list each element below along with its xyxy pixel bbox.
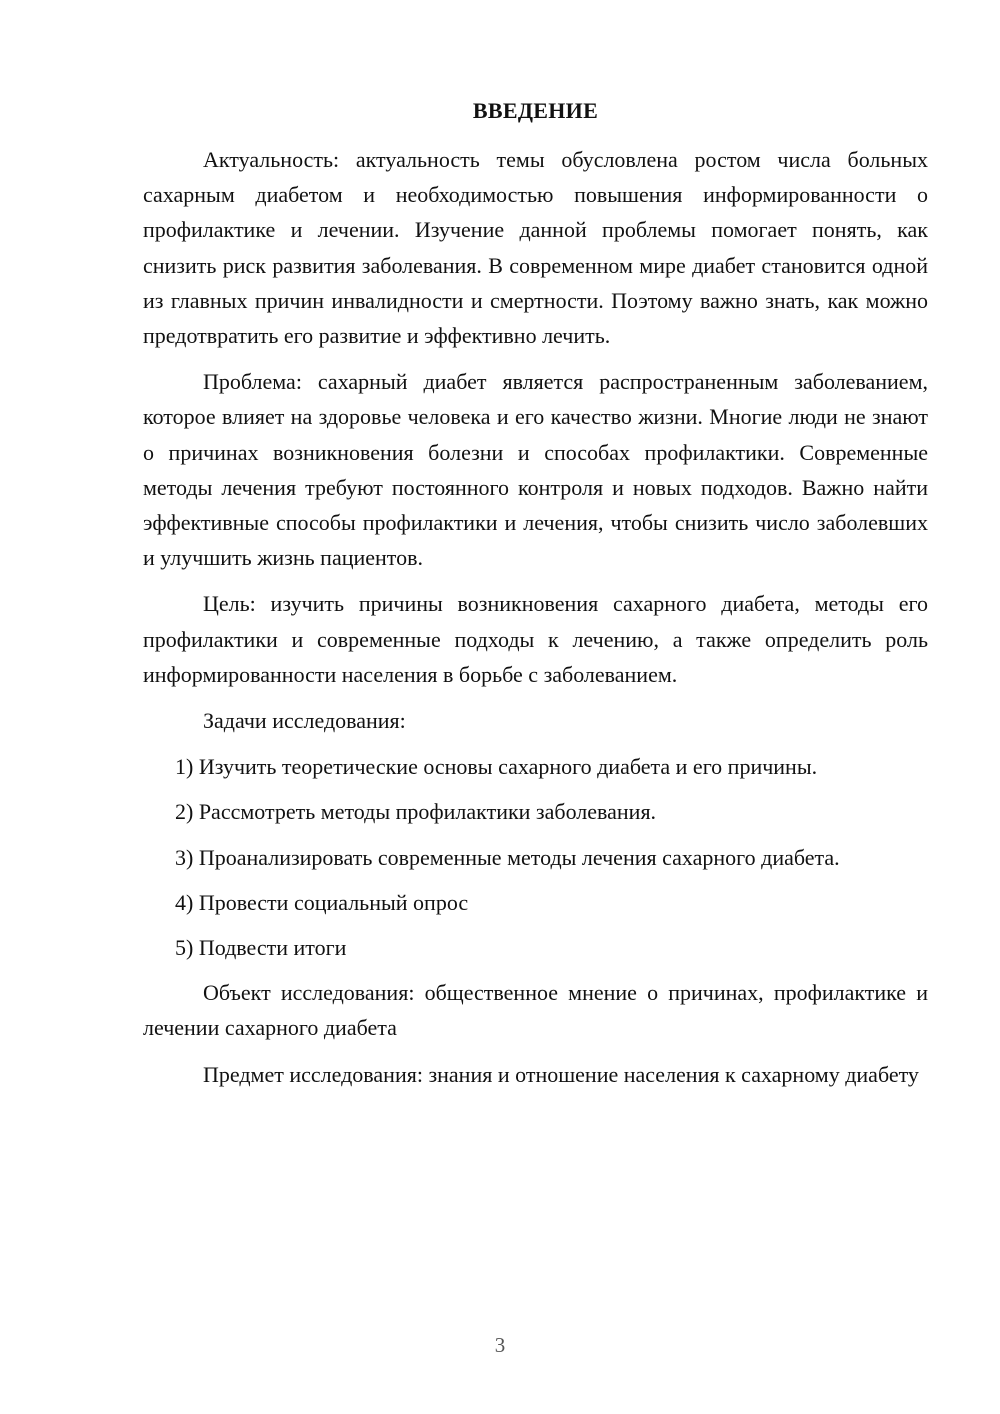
task-item: 3) Проанализировать современные методы лечения сахарного диабета. [175,844,840,870]
task-item: 5) Подвести итоги [175,935,347,961]
task-item: 1) Изучить теоретические основы сахарного диабета и его причины. [175,754,818,780]
research-subject-paragraph: Предмет исследования: знания и отношение населения к сахарному диабету [203,1061,919,1087]
research-object-paragraph: Объект исследования: общественное мнение о причинах, профилактике и лечении сахарного диабета [143,980,928,1041]
tasks-heading: Задачи исследования: [203,708,406,734]
relevance-paragraph: Актуальность: актуальность темы обусловлена ростом числа больных сахарным диабетом и необходимостью повышения информированности о профилактике и лечении. Изучение данной проблемы помогает понять, как снизить риск развития заболевания. В современном мире диабет становится одной из главных причин инвалидности и смертности. Поэтому важно знать, как можно предотвратить его развитие и эффективно лечить. [143,147,928,349]
task-item: 2) Рассмотреть методы профилактики заболевания. [175,799,657,825]
goal-paragraph: Цель: изучить причины возникновения сахарного диабета, методы его профилактики и современные подходы к лечению, а также определить роль информированности населения в борьбе с заболеванием. [143,591,928,687]
section-title: ВВЕДЕНИЕ [472,98,599,123]
page-content [143,96,928,1103]
problem-paragraph: Проблема: сахарный диабет является распространенным заболеванием, которое влияет на здоровье человека и его качество жизни. Многие люди не знают о причинах возникновения болезни и способах профилактики. Современные методы лечения требуют постоянного контроля и новых подходов. Важно найти эффективные способы профилактики и лечения, чтобы снизить число заболевших и улучшить жизнь пациентов. [143,369,928,571]
task-item: 4) Провести социальный опрос [175,889,469,915]
page-number: 3 [494,1333,506,1357]
